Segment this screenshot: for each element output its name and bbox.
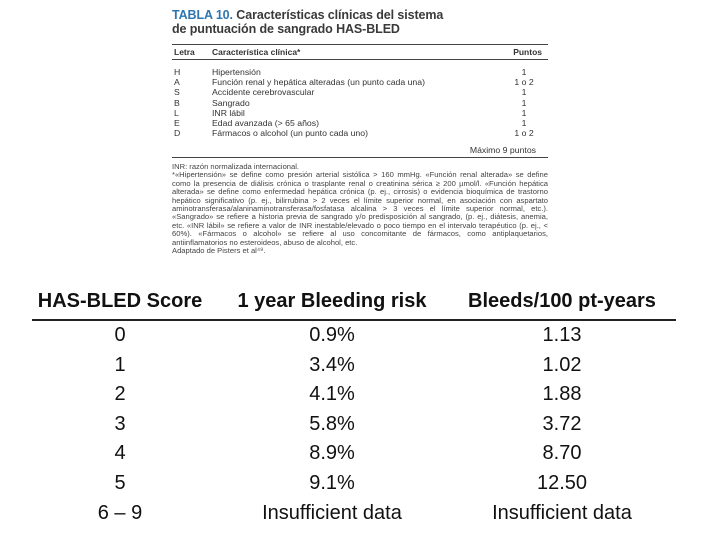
table-row xyxy=(32,439,676,469)
footnote-source: Adaptado de Pisters et al⁴⁹. xyxy=(172,246,266,256)
max-points-line: Máximo 9 puntos xyxy=(469,145,536,155)
table-footnotes xyxy=(172,163,548,255)
row-feature: Fármacos o alcohol (un punto cada uno) xyxy=(212,128,368,139)
footnote-abbrev: INR: razón normalizada internacional. xyxy=(172,162,300,171)
table-row xyxy=(172,118,548,128)
table-title-line2: de puntuación de sangrado HAS-BLED xyxy=(172,22,400,36)
row-points: 1 xyxy=(521,87,527,98)
header-letra: Letra xyxy=(174,47,195,57)
row-points: 1 xyxy=(521,117,527,128)
footnote-definitions: *«Hipertensión» se define como presión arterial sistólica > 160 mmHg. «Función renal alterada» se define como la presencia de diálisis crónica o trasplante renal o creatinina sérica ≥ 200 µmol/l. «Función hepática alterada» se define como enfermedad hepática crónica (p. ej., cirrosis) o evidencia bioquímica de trastorno hepático significativo (p. ej., bilirrubina > 2 veces el límite superior normal, en asociación con aspartato aminotransferasa/alaninaminotransferasa/fosfatasa alcalina > 3 veces el límite superior normal, etc.). «Sangrado» se refiere a historia previa de sangrado y/o predisposición al sangrado, (p. ej., diátesis, anemia, etc. «INR lábil» se refiere a valor de INR inestable/elevado o poco tiempo en el intervalo terapéutico (p. ej., < 60%). «Fármacos o alcohol» se refiere al uso concomitante de fármacos, como antiplaquetarios, antiinflamatorios no esteroideos, abuso de alcohol, etc. xyxy=(172,170,548,247)
table-row xyxy=(172,77,548,87)
row-points: 1 o 2 xyxy=(514,77,534,88)
header-bleeding-risk: 1 year Bleeding risk xyxy=(237,290,427,312)
cell-score: 3 xyxy=(114,412,126,435)
has-bled-score-table xyxy=(32,287,676,527)
table-row xyxy=(172,98,548,108)
table-title xyxy=(172,8,548,36)
row-feature: Accidente cerebrovascular xyxy=(212,87,315,98)
row-points: 1 xyxy=(521,107,527,118)
row-letter: L xyxy=(174,107,179,118)
cell-bleeds: 1.02 xyxy=(542,353,582,376)
row-points: 1 o 2 xyxy=(514,128,534,139)
cell-bleeds: 3.72 xyxy=(542,412,582,435)
table-title-text: Características clínicas del sistema xyxy=(236,8,444,22)
table-row xyxy=(32,321,676,351)
row-letter: D xyxy=(174,128,181,139)
row-feature: INR lábil xyxy=(212,107,245,118)
table-row xyxy=(32,351,676,381)
cell-bleeds: 1.88 xyxy=(542,383,582,406)
table-header-row xyxy=(172,44,548,60)
header-bleeds-per-100: Bleeds/100 pt-years xyxy=(468,290,656,312)
table-row xyxy=(32,499,676,529)
cell-score: 4 xyxy=(114,442,126,465)
row-letter: A xyxy=(174,77,180,88)
row-letter: H xyxy=(174,67,181,77)
table-divider xyxy=(172,157,548,158)
table-row xyxy=(172,128,548,138)
row-points: 1 xyxy=(521,67,527,77)
table-row xyxy=(32,469,676,499)
cell-score: 5 xyxy=(114,471,126,494)
score-rows xyxy=(32,321,676,528)
row-feature: Edad avanzada (> 65 años) xyxy=(212,117,319,128)
table-row xyxy=(172,87,548,97)
cell-score: 6 – 9 xyxy=(97,501,143,524)
cell-risk: 5.8% xyxy=(309,412,355,435)
table-number: TABLA 10. xyxy=(172,8,233,22)
cell-bleeds: 1.13 xyxy=(542,324,582,346)
row-letter: B xyxy=(174,97,180,108)
cell-bleeds: 8.70 xyxy=(542,442,582,465)
score-header-row xyxy=(32,287,676,321)
cell-score: 1 xyxy=(114,353,126,376)
cell-risk: 9.1% xyxy=(309,471,355,494)
row-points: 1 xyxy=(521,97,527,108)
cell-bleeds: 12.50 xyxy=(536,471,588,494)
table-row xyxy=(32,380,676,410)
table-row xyxy=(172,108,548,118)
cell-score: 2 xyxy=(114,383,126,406)
row-feature: Hipertensión xyxy=(212,67,261,77)
characteristics-rows xyxy=(172,67,548,138)
row-letter: S xyxy=(174,87,180,98)
cell-risk: 8.9% xyxy=(309,442,355,465)
row-feature: Función renal y hepática alteradas (un punto cada una) xyxy=(212,77,425,88)
cell-bleeds: Insufficient data xyxy=(492,501,632,524)
cell-risk: 4.1% xyxy=(309,383,355,406)
cell-score: 0 xyxy=(114,324,126,346)
row-feature: Sangrado xyxy=(212,97,250,108)
header-caracteristica: Característica clínica* xyxy=(212,47,301,57)
header-puntos: Puntos xyxy=(513,47,542,57)
table-row xyxy=(32,410,676,440)
row-letter: E xyxy=(174,117,180,128)
table-row xyxy=(172,67,548,77)
has-bled-characteristics-table xyxy=(172,8,548,286)
cell-risk: Insufficient data xyxy=(262,501,402,524)
cell-risk: 0.9% xyxy=(309,324,355,346)
cell-risk: 3.4% xyxy=(309,353,355,376)
header-score: HAS-BLED Score xyxy=(37,290,203,312)
